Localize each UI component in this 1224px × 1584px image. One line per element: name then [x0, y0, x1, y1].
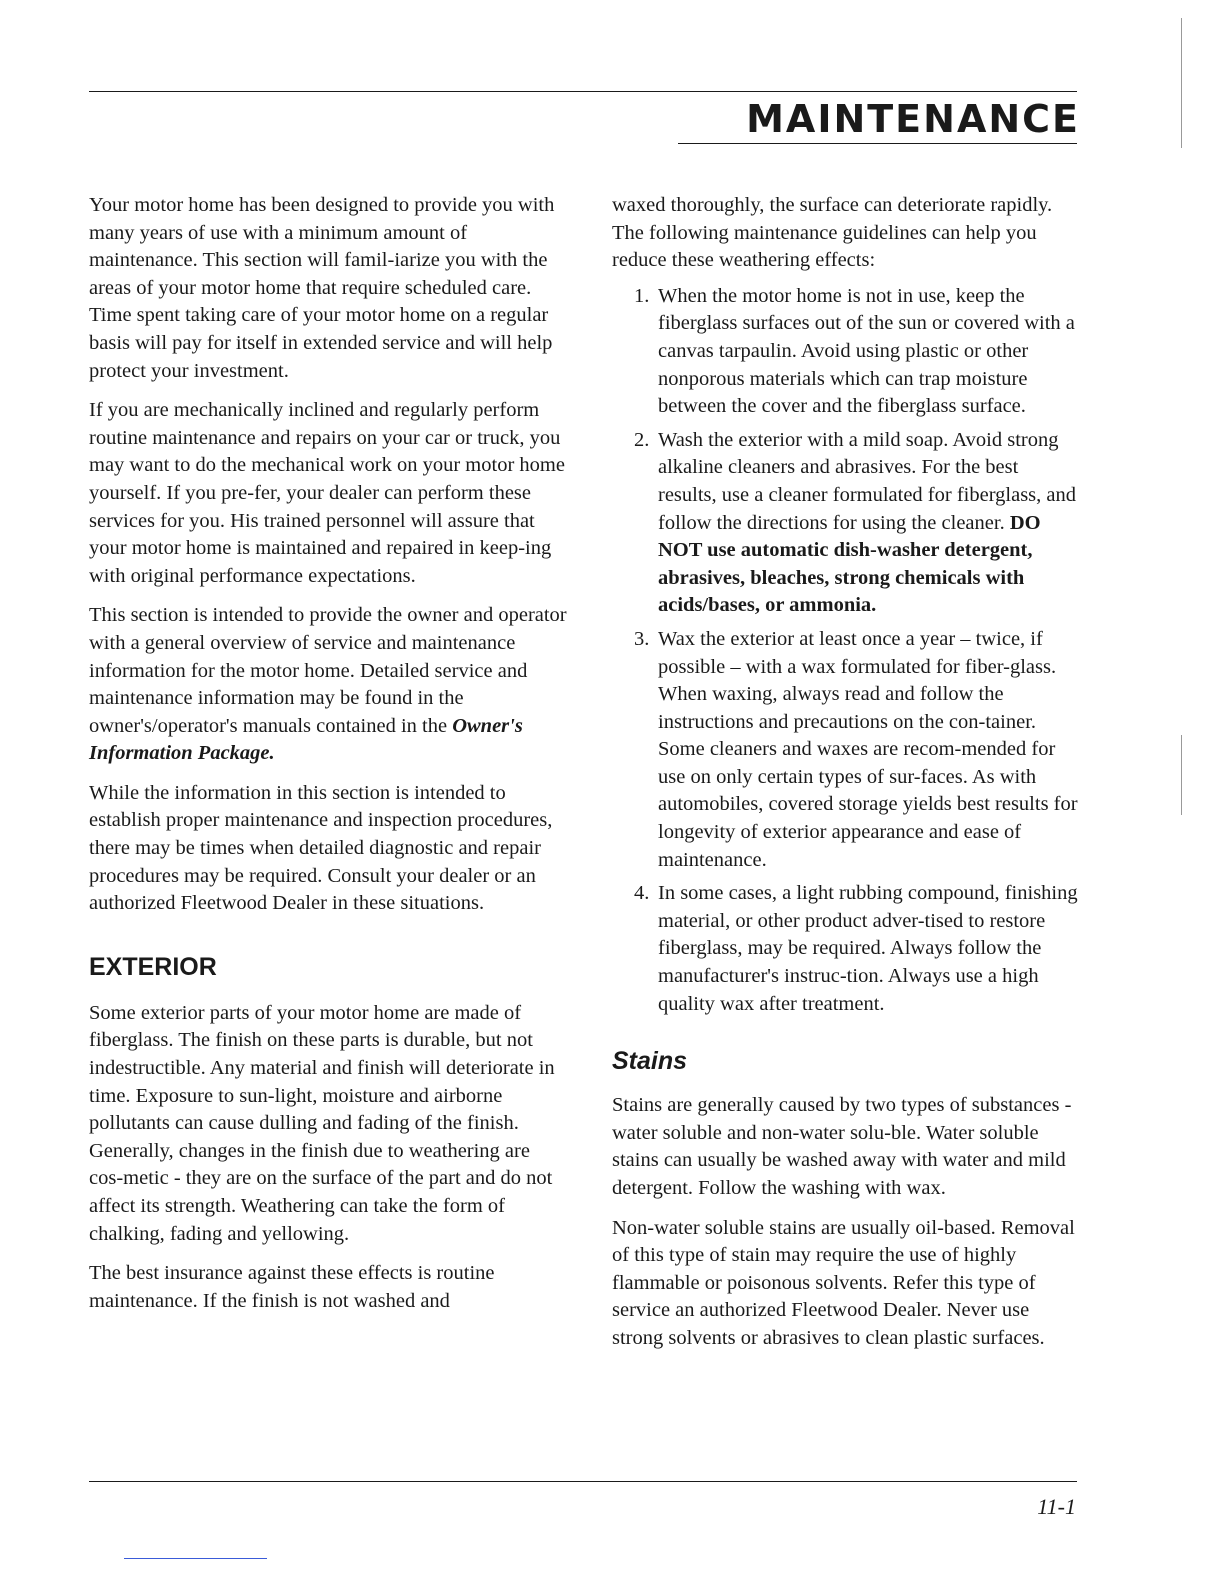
overview-paragraph — [89, 602, 569, 768]
intro-paragraph: Your motor home has been designed to provide you with many years of use with a minimum amount of maintenance. This section will famil-iarize you with the areas of your motor home that require scheduled care. Time spent taking care of your motor home on a regular basis will pay for itself in extended service and will help protect your investment. — [89, 194, 555, 382]
header-rule-top — [89, 91, 1077, 92]
right-column — [612, 192, 1082, 1365]
header-rule-under-title — [678, 143, 1077, 144]
list-number: 1. — [634, 284, 650, 307]
weathering-paragraph: waxed thoroughly, the surface can deteriorate rapidly. The following maintenance guidelines can help you reduce these weathering effects: — [612, 194, 1053, 272]
footer-rule — [89, 1481, 1077, 1482]
list-item-text: In some cases, a light rubbing compound, finishing material, or other product adver-tised to restore fiberglass, may be required. Always follow the manufacturer's instruc-tion. Always use a high quality wax after treatment. — [658, 882, 1078, 1015]
list-item — [612, 880, 1082, 1018]
link-underline — [124, 1558, 267, 1559]
warning-text: DO NOT use automatic dish-washer detergent, abrasives, bleaches, strong chemicals with acids/bases, or ammonia. — [658, 511, 1041, 617]
list-item — [612, 283, 1082, 421]
mechanical-paragraph: If you are mechanically inclined and regularly perform routine maintenance and repairs on your car or truck, you may want to do the mechanical work on your motor home yourself. If you pre-fer, your dealer can perform these services for you. His trained personnel will assure that your motor home is maintained and repaired in keep-ing with original performance expectations. — [89, 399, 565, 587]
list-item — [612, 626, 1082, 874]
page-title: MAINTENANCE — [746, 97, 1080, 141]
list-item-text: Wax the exterior at least once a year – twice, if possible – with a wax formulated for fiber-glass. When waxing, always read and follow the instructions and precautions on the con-tainer. Some cleaners and waxes are recom-mended for use on only certain types of sur-faces. As with automobiles, covered storage yields best results for longevity of exterior appearance and ease of maintenance. — [658, 627, 1078, 871]
non-water-soluble-paragraph: Non-water soluble stains are usually oil-based. Removal of this type of stain may require the use of highly flammable or poisonous solvents. Refer this type of service an authorized Fleetwood Dealer. Never use strong solvents or abrasives to clean plastic surfaces. — [612, 1216, 1075, 1349]
water-soluble-paragraph: Stains are generally caused by two types of substances - water soluble and non-water solu-ble. Water soluble stains can usually be washed away with water and mild detergent. Follow the washing with wax. — [612, 1094, 1072, 1199]
exterior-heading: EXTERIOR — [89, 952, 217, 981]
fiberglass-paragraph: Some exterior parts of your motor home are made of fiberglass. The finish on these parts is durable, but not indestructible. Any material and finish will deteriorate in time. Exposure to sun-light, moisture and airborne pollutants can cause dulling and fading of the finish. Generally, changes in the finish due to weathering are cos-metic - they are on the surface of the part and do not affect its strength. Weathering can take the form of chalking, fading and yellowing. — [89, 1001, 555, 1245]
owners-package-reference: Owner's Information Package. — [89, 714, 523, 765]
list-number: 4. — [634, 882, 650, 905]
insurance-paragraph: The best insurance against these effects is routine maintenance. If the finish is not washed and — [89, 1262, 495, 1312]
procedures-paragraph: While the information in this section is intended to establish proper maintenance and inspection procedures, there may be times when detailed diagnostic and repair procedures may be required. Consult your dealer or an authorized Fleetwood Dealer in these situations. — [89, 781, 553, 915]
overview-text: This section is intended to provide the owner and operator with a general overview of service and maintenance information for the motor home. Detailed service and maintenance information may be found in the owner's/operator's manuals contained in the — [89, 604, 567, 737]
list-item-text: Wash the exterior with a mild soap. Avoid strong alkaline cleaners and abrasives. For the best results, use a cleaner formulated for fiberglass, and follow the directions for using the cleaner. — [658, 428, 1077, 534]
list-item-text: When the motor home is not in use, keep the fiberglass surfaces out of the sun or covered with a canvas tarpaulin. Avoid using plastic or other nonporous materials which can trap moisture between the cover and the fiberglass surface. — [658, 284, 1075, 418]
stains-heading: Stains — [612, 1047, 688, 1076]
scan-edge-line-lower — [1181, 735, 1182, 815]
guidelines-list — [612, 283, 1082, 1018]
list-item — [612, 427, 1082, 620]
list-number: 2. — [634, 428, 650, 451]
list-number: 3. — [634, 627, 650, 650]
scan-edge-line — [1181, 18, 1182, 148]
left-column — [89, 192, 569, 1327]
page-number: 11-1 — [1037, 1494, 1076, 1519]
